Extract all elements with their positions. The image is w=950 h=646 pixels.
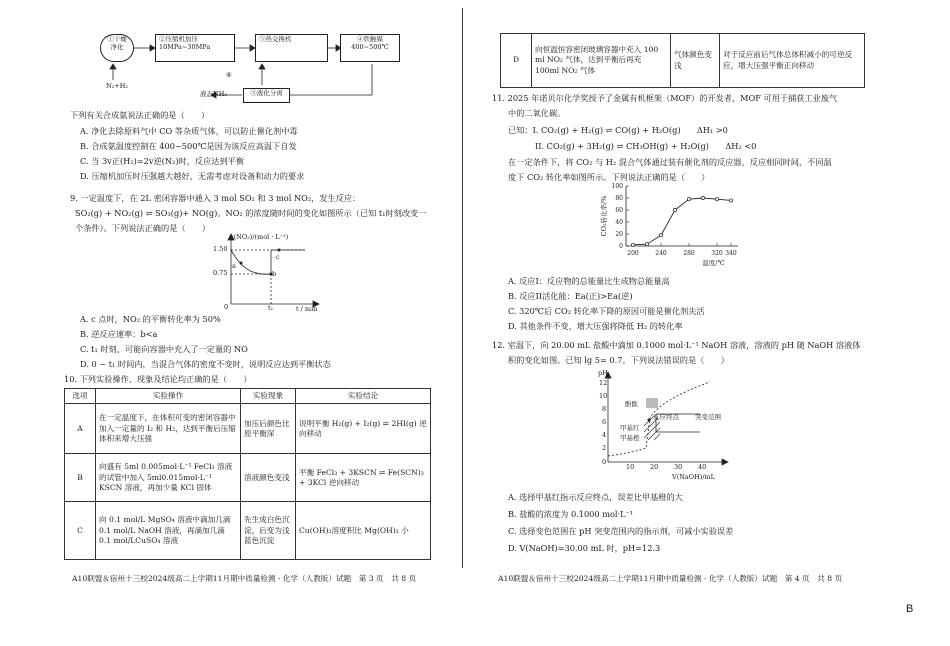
q11-y-tick-label: 80 <box>615 195 623 202</box>
q12-label-methyl-orange: 甲基橙 <box>620 434 640 442</box>
q12-xtick-10: 10 <box>626 463 635 471</box>
q9-stem-line2: SO₂(g) + NO₂(g) ⇌ SO₃(g)+ NO(g)。NO₂ 的浓度随时间的变化如图所示（已知 t₁时刻改变一 <box>75 208 427 218</box>
q9-option-d: D. 0 ~ t₁ 时间内，当混合气体的密度不变时，说明反应达到平衡状态 <box>80 359 331 369</box>
q9-option-b: B. 逆反应速率：b<a <box>80 329 158 339</box>
q11-x-tick-label: 280 <box>683 250 695 257</box>
table-row <box>501 34 865 88</box>
q10-row-c-option: C <box>65 502 96 560</box>
q12-ytick-8: 8 <box>602 405 607 413</box>
q12-xtick-40: 40 <box>698 463 707 471</box>
right-page-footer: A10联盟＆宿州十三校2024级高二上学期11月期中质量检测 · 化学（人教版）试题 第 4 页 共 8 页 <box>498 574 843 583</box>
q10-row-b-phenomenon: 溶液颜色变浅 <box>241 454 296 502</box>
flow-box-1-label: ①干燥 净化 <box>107 35 127 52</box>
q12-option-d: D. V(NaOH)=30.00 mL 时，pH=12.3 <box>508 543 661 553</box>
q11-option-d: D. 其他条件不变，增大压强将降低 H₂ 的转化率 <box>508 321 683 331</box>
q12-titration-graph <box>588 370 738 480</box>
q11-option-a: A. 反应I：反应物的总能量比生成物总能量高 <box>508 276 670 286</box>
flow-box-5 <box>243 88 290 103</box>
q11-series-line <box>633 198 731 245</box>
q11-data-point <box>659 234 662 237</box>
flow-box-3-label: ③热交换机 <box>259 35 292 43</box>
q11-x-tick-label: 340 <box>725 250 737 257</box>
q9-stem-line3: 个条件）。下列说法正确的是（ ） <box>75 223 211 233</box>
q10-row-a-phenomenon: 加压后颜色比原平衡深 <box>241 404 296 454</box>
flow-input-label: N₂+H₂ <box>106 82 129 90</box>
q12-option-a: A. 选择甲基红指示反应终点，误差比甲基橙的大 <box>508 492 683 502</box>
q8-option-b: B. 合成氨温度控制在 400~500℃是因为该反应高温下自发 <box>80 141 297 151</box>
flow-box-1 <box>100 34 134 62</box>
q9-graph-xlabel: t / min <box>296 305 318 313</box>
flow-box-2 <box>155 34 235 62</box>
q12-graph-xlabel: V(NaOH)/mL <box>672 473 715 481</box>
q12-graph-ylabel: pH <box>598 369 608 377</box>
flow-step-6: ⑥ <box>226 71 232 79</box>
left-page-footer: A10联盟＆宿州十三校2024级高二上学期11月期中质量检测 · 化学（人教版）试题 第 3 页 共 8 页 <box>72 574 417 583</box>
q12-ytick-6: 6 <box>602 418 607 426</box>
q9-stem-line1: 9. 一定温度下，在 2L 密闭容器中通入 3 mol SO₂ 和 3 mol NO₂，发生反应： <box>70 193 361 203</box>
q10-header-operation: 实验操作 <box>96 389 241 404</box>
q10-row-d-conclusion: 对于反应前后气体总体积减小的可逆反应，增大压强平衡正向移动 <box>720 34 865 88</box>
flow-product-label: 液态NH₃ <box>200 90 227 98</box>
q10-header-phenomenon: 实验现象 <box>241 389 296 404</box>
table-row <box>65 454 431 502</box>
q11-data-point <box>631 243 634 246</box>
q9-point-b: b <box>272 270 277 278</box>
q10-row-c-phenomenon: 先生成白色沉淀，后变为浅蓝色沉淀 <box>241 502 296 560</box>
q10-row-b-conclusion: 平衡 FeCl₃ + 3KSCN ⇌ Fe(SCN)₃ + 3KCl 逆向移动 <box>296 454 431 502</box>
q11-data-point <box>687 198 690 201</box>
q8-option-d: D. 压缩机加压时压强越大越好，无需考虑对设备和动力的要求 <box>80 171 305 181</box>
q10-table <box>64 388 431 560</box>
q11-data-point <box>729 199 732 202</box>
flow-box-4 <box>340 34 400 62</box>
q11-y-axis-label: CO₂转化率/% <box>600 195 608 237</box>
q11-x-tick-label: 240 <box>655 250 667 257</box>
q9-option-c: C. t₁ 时刻，可能向容器中充入了一定量的 NO <box>80 344 248 354</box>
q12-ytick-4: 4 <box>602 431 607 439</box>
q11-data-point <box>645 243 648 246</box>
q10-row-a-option: A <box>65 404 96 454</box>
q11-equation-1: 已知：I. CO₂(g) + H₂(g) ⇌ CO(g) + H₂O(g) ΔH₁ >0 <box>508 125 728 135</box>
table-row <box>65 502 431 560</box>
q8-stem: 下列有关合成氨说法正确的是（ ） <box>70 110 210 120</box>
table-row <box>65 389 431 404</box>
corner-letter: B <box>906 603 914 615</box>
flow-box-5-label: ⑤液化分离 <box>250 89 283 97</box>
q12-label-methyl-red: 甲基红 <box>620 424 640 432</box>
q9-graph-xtick-t1: t₁ <box>268 304 274 312</box>
q9-option-a: A. c 点时，NO₂ 的平衡转化率为 50% <box>80 314 221 324</box>
q10-row-c-conclusion: Cu(OH)₂溶度积比 Mg(OH)₂ 小 <box>296 502 431 560</box>
q10-header-conclusion: 实验结论 <box>296 389 431 404</box>
column-divider <box>462 8 463 568</box>
q12-stem-line1: 12. 室温下，向 20.00 mL 盐酸中滴加 0.1000 mol·L⁻¹ NaOH 溶液，溶液的 pH 随 NaOH 溶液体 <box>492 340 861 350</box>
table-row <box>65 404 431 454</box>
q8-option-c: C. 当 3v正(H₂)=2v逆(N₂)时，反应达到平衡 <box>80 156 245 166</box>
q11-y-tick-label: 60 <box>615 207 623 214</box>
q11-y-tick-label: 40 <box>615 219 623 226</box>
q8-option-a: A. 净化去除原料气中 CO 等杂质气体，可以防止催化剂中毒 <box>80 126 298 136</box>
q12-ytick-12: 12 <box>599 379 608 387</box>
q12-option-c: C. 选择变色范围在 pH 突变范围内的指示剂，可减小实验误差 <box>508 526 734 536</box>
flow-box-3 <box>255 34 328 62</box>
q10-row-d-option: D <box>501 34 532 88</box>
q12-ytick-2: 2 <box>602 444 607 452</box>
q10-row-b-option: B <box>65 454 96 502</box>
q11-x-axis-label: 温度/℃ <box>702 259 725 267</box>
q9-point-c: c <box>276 253 280 261</box>
q10-row-c-operation: 向 0.1 mol/L MgSO₄ 溶液中滴加几滴 0.1 mol/L NaOH 溶液，再滴加几滴 0.1 mol/LCuSO₄ 溶液 <box>96 502 241 560</box>
q11-option-c: C. 320℃后 CO₂ 转化率下降的原因可能是催化剂失活 <box>508 306 705 316</box>
q12-label-endpoint: 反应终点 <box>653 413 679 421</box>
flow-box-2-label: ②压缩机加压 10MPa~30MPa <box>159 35 211 52</box>
q9-graph-origin: 0 <box>224 303 229 311</box>
q9-point-a: a <box>232 262 236 270</box>
q10-row-d-operation: 向恒温恒容密闭玻璃容器中充入 100 ml NO₂ 气体，达到平衡后再充 100ml NO₂ 气体 <box>532 34 671 88</box>
q10-row-a-conclusion: 说明平衡 H₂(g) + I₂(g) ⇌ 2HI(g) 逆向移动 <box>296 404 431 454</box>
q9-graph-ytick-150: 1.50 <box>213 245 228 253</box>
q11-stem-line4: 度下 CO₂ 转化率如图所示。下列说法正确的是（ ） <box>508 172 710 182</box>
q12-xtick-20: 20 <box>650 463 659 471</box>
q11-y-tick-label: 0 <box>619 243 623 250</box>
q11-data-point <box>673 208 676 211</box>
q11-conversion-chart <box>596 180 746 280</box>
q10-row-d-phenomenon: 气体颜色变浅 <box>671 34 720 88</box>
q9-graph-ytick-075: 0.75 <box>213 269 228 277</box>
q12-origin: 0 <box>602 458 607 466</box>
flow-box-4-label: ④铁触媒 400~500℃ <box>351 35 389 52</box>
q11-stem-line1: 11. 2025 年诺贝尔化学奖授予了金属有机框架（MOF）的开发者，MOF 可用于捕获工业废气 <box>492 93 838 103</box>
q11-stem-line2: 中的二氧化碳。 <box>508 108 566 118</box>
q11-option-b: B. 反应II活化能：Ea(正)>Ea(逆) <box>508 291 633 301</box>
q12-label-phenolphthalein: 酚酞 <box>625 400 638 408</box>
q10-header-option: 选项 <box>65 389 96 404</box>
q10-stem: 10. 下列实验操作、现象及结论均正确的是（ ） <box>64 374 252 384</box>
q11-x-tick-label: 200 <box>627 250 639 257</box>
q12-label-jump-range: 突变范围 <box>695 413 721 421</box>
q11-y-tick-label: 100 <box>611 183 623 190</box>
q10-table-continued <box>500 33 865 88</box>
q11-data-point <box>701 196 704 199</box>
q11-x-tick-label: 320 <box>711 250 723 257</box>
q12-xtick-30: 30 <box>674 463 683 471</box>
q11-equation-2: II. CO₂(g) + 3H₂(g) ⇌ CH₃OH(g) + H₂O(g) ΔH₂ <0 <box>535 141 757 151</box>
q12-option-b: B. 盐酸的浓度为 0.1000 mol·L⁻¹ <box>508 509 634 519</box>
q10-row-b-operation: 向盛有 5ml 0.005mol·L⁻¹ FeCl₃ 溶液的试管中加入 5ml0.015mol·L⁻¹ KSCN 溶液，再加少量 KCl 固体 <box>96 454 241 502</box>
q11-y-tick-label: 20 <box>615 231 623 238</box>
q12-stem-line2: 积的变化如图。已知 lg 5= 0.7。下列说法错误的是（ ） <box>508 355 729 365</box>
q10-row-a-operation: 在一定温度下，在体积可变的密闭容器中加入一定量的 I₂ 和 H₂，达到平衡后压缩体积来增大压强 <box>96 404 241 454</box>
q11-data-point <box>715 198 718 201</box>
q11-stem-line3: 在一定条件下，将 CO₂ 与 H₂ 混合气体通过装有催化剂的反应器，反应相同时间，不同温 <box>508 157 832 167</box>
q12-ytick-10: 10 <box>599 392 608 400</box>
q9-graph-ylabel: c(NO₂)/(mol · L⁻¹) <box>230 233 289 241</box>
